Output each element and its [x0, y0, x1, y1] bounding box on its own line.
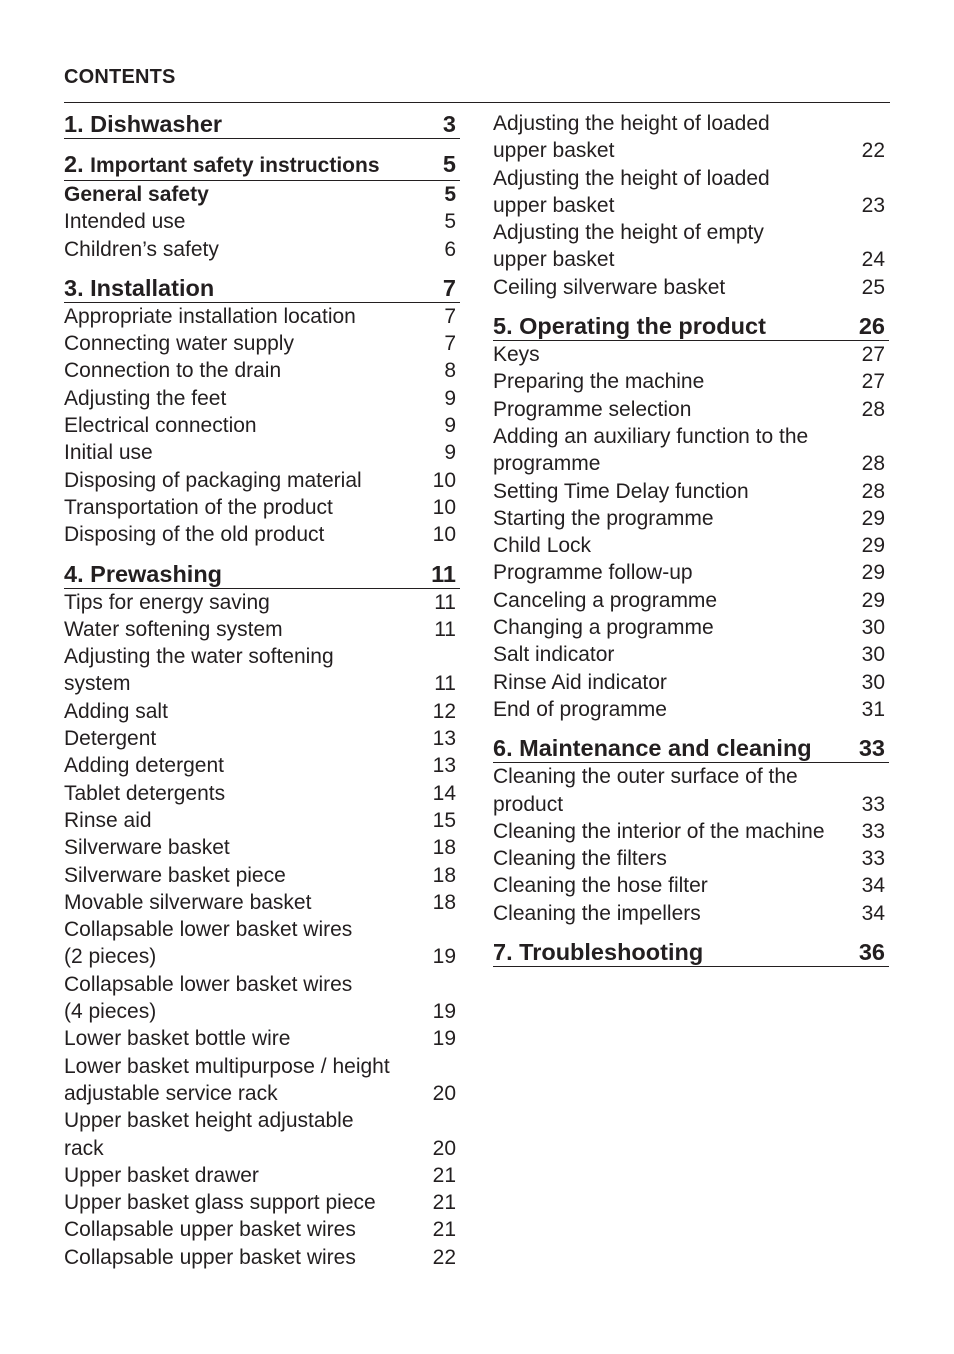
toc-entry[interactable] — [493, 845, 889, 872]
toc-entry-label: Electrical connection — [64, 414, 257, 438]
toc-entry-label: Silverware basket piece — [64, 863, 286, 887]
toc-entry-page-number: 29 — [861, 506, 885, 530]
toc-entry-label: Programme follow-up — [493, 561, 693, 585]
toc-entry-label-line: upper basket — [493, 139, 615, 163]
toc-entry[interactable] — [64, 807, 460, 834]
toc-entry[interactable] — [64, 467, 460, 494]
toc-entry-label: Salt indicator — [493, 643, 615, 667]
toc-entry[interactable] — [493, 532, 889, 559]
section-heading[interactable] — [493, 734, 889, 763]
toc-entry-page-number: 9 — [444, 441, 456, 465]
toc-entry-page-number: 23 — [861, 193, 885, 217]
toc-entry-page-number: 12 — [432, 699, 456, 723]
toc-entry[interactable] — [64, 1107, 460, 1162]
toc-entry-label: Upper basket glass support piece — [64, 1191, 376, 1215]
toc-entry-page-number: 29 — [861, 588, 885, 612]
toc-entry-label-line: upper basket — [493, 248, 615, 272]
toc-entry[interactable] — [64, 725, 460, 752]
section-title: Operating the product — [519, 313, 766, 340]
toc-entry-label-line: product — [493, 792, 564, 816]
toc-entry-label — [493, 110, 845, 165]
toc-entry-label-line: Adjusting the height of empty — [493, 221, 764, 245]
toc-entry-page-number: 11 — [434, 590, 456, 614]
toc-entry-label: End of programme — [493, 697, 667, 721]
section-page-number: 5 — [442, 151, 456, 177]
toc-entry[interactable] — [64, 616, 460, 643]
toc-entry[interactable] — [64, 916, 460, 971]
toc-entry[interactable] — [64, 521, 460, 548]
toc-entry-page-number: 18 — [432, 863, 456, 887]
section-heading[interactable] — [64, 110, 460, 139]
section-number: 3. — [64, 274, 84, 301]
toc-section — [64, 274, 460, 549]
toc-entry-page-number: 19 — [432, 1000, 456, 1024]
toc-entry[interactable] — [493, 900, 889, 927]
toc-entry-label-line: Adjusting the height of loaded — [493, 112, 770, 135]
toc-section — [493, 938, 889, 967]
section-title: Installation — [90, 274, 215, 301]
toc-entry[interactable] — [493, 110, 889, 165]
toc-entry[interactable] — [493, 641, 889, 668]
toc-entry-label — [64, 916, 416, 971]
toc-entry[interactable] — [64, 589, 460, 616]
toc-entry[interactable] — [493, 396, 889, 423]
toc-entry-label-line: Cleaning the outer surface of the — [493, 765, 798, 789]
section-title: Dishwasher — [90, 111, 223, 137]
toc-entry-page-number: 27 — [861, 343, 885, 367]
toc-entry-label-line: adjustable service rack — [64, 1081, 278, 1105]
toc-entry-label — [493, 763, 845, 818]
toc-entry-label: Programme selection — [493, 397, 692, 421]
section-title: Prewashing — [90, 560, 223, 587]
section-number: 7. — [493, 939, 513, 966]
section-heading-label — [493, 312, 766, 340]
toc-entry[interactable] — [64, 1025, 460, 1052]
toc-entry-label-line: Adding an auxiliary function to the — [493, 424, 809, 448]
toc-entry-label: Preparing the machine — [493, 370, 705, 394]
toc-entry-page-number: 14 — [432, 781, 456, 805]
toc-entry[interactable] — [64, 236, 460, 263]
toc-entry-label: Cleaning the hose filter — [493, 874, 708, 898]
toc-entry-label-line: Collapsable lower basket wires — [64, 972, 353, 996]
toc-entry-page-number: 10 — [432, 468, 456, 492]
section-number: 6. — [493, 735, 513, 762]
toc-entry[interactable] — [64, 889, 460, 916]
toc-entry-label: Connecting water supply — [64, 332, 294, 356]
toc-section — [64, 110, 460, 139]
section-heading-label — [493, 938, 703, 966]
toc-entry-label: Collapsable upper basket wires — [64, 1218, 356, 1242]
toc-entry-label: Silverware basket — [64, 836, 230, 860]
toc-entry-page-number: 30 — [861, 643, 885, 667]
toc-entry-label-line: upper basket — [493, 193, 615, 217]
toc-entry-label: Lower basket bottle wire — [64, 1027, 291, 1051]
section-page-number: 11 — [431, 560, 456, 587]
toc-entry-label: Upper basket drawer — [64, 1163, 259, 1187]
section-heading[interactable] — [493, 938, 889, 967]
toc-entry[interactable] — [493, 763, 889, 818]
toc-entry-label: Adding detergent — [64, 754, 224, 778]
toc-entry[interactable] — [493, 165, 889, 220]
toc-entry[interactable] — [493, 341, 889, 368]
toc-entry[interactable] — [493, 478, 889, 505]
toc-section — [493, 110, 889, 301]
toc-entry-page-number: 9 — [444, 414, 456, 438]
toc-entry-page-number: 5 — [444, 183, 456, 206]
toc-entry-label: Children’s safety — [64, 237, 219, 261]
toc-entry-label: Connection to the drain — [64, 359, 282, 383]
toc-entry-page-number: 20 — [432, 1136, 456, 1160]
toc-entry-page-number: 34 — [861, 874, 885, 898]
toc-entry-page-number: 24 — [861, 248, 885, 272]
toc-entry-label-line: (4 pieces) — [64, 1000, 157, 1024]
toc-entry-label: Water softening system — [64, 617, 283, 641]
toc-entry-label: Child Lock — [493, 534, 592, 558]
toc-entry-page-number: 6 — [444, 237, 456, 261]
toc-entry[interactable] — [64, 412, 460, 439]
toc-entry-page-number: 7 — [444, 332, 456, 356]
toc-entry-label: Adding salt — [64, 699, 168, 723]
section-title: Maintenance and cleaning — [519, 735, 812, 762]
toc-entry-label — [64, 1053, 416, 1108]
toc-entry-label — [493, 219, 845, 274]
toc-entry-label: Tablet detergents — [64, 781, 226, 805]
section-title: Troubleshooting — [519, 939, 704, 966]
toc-entry-page-number: 10 — [432, 495, 456, 519]
toc-entry-page-number: 11 — [434, 617, 456, 641]
toc-entry-label: Appropriate installation location — [64, 304, 356, 328]
toc-entry-page-number: 5 — [444, 210, 456, 234]
toc-entry[interactable] — [493, 872, 889, 899]
toc-entry-page-number: 22 — [861, 139, 885, 163]
toc-entry[interactable] — [64, 834, 460, 861]
toc-entry-label: Intended use — [64, 210, 186, 234]
toc-entry-label: Adjusting the feet — [64, 386, 227, 410]
toc-entry-label-line: Upper basket height adjustable — [64, 1109, 354, 1133]
toc-entry-page-number: 28 — [861, 452, 885, 476]
toc-entry-label: General safety — [64, 183, 209, 206]
section-page-number: 3 — [442, 111, 456, 137]
toc-entry-label: Tips for energy saving — [64, 590, 270, 614]
toc-entry[interactable] — [64, 752, 460, 779]
toc-entry-label-line: Adjusting the water softening — [64, 645, 334, 669]
section-number: 5. — [493, 313, 513, 340]
toc-entry[interactable] — [493, 423, 889, 478]
section-heading-label — [64, 110, 222, 138]
toc-section — [64, 560, 460, 1271]
toc-entry-label — [64, 643, 416, 698]
toc-entry[interactable] — [64, 181, 460, 208]
toc-entry[interactable] — [64, 303, 460, 330]
toc-entry[interactable] — [64, 1244, 460, 1271]
toc-entry-label — [493, 423, 845, 478]
section-number: 4. — [64, 560, 84, 587]
toc-entry-label-line: Collapsable lower basket wires — [64, 918, 353, 942]
toc-entry-label-line: system — [64, 672, 131, 696]
toc-entry-label: Detergent — [64, 727, 157, 751]
toc-entry-page-number: 19 — [432, 945, 456, 969]
header-divider — [64, 102, 890, 103]
section-page-number: 26 — [858, 313, 885, 340]
toc-left-column — [64, 110, 460, 1282]
toc-right-column — [493, 110, 889, 978]
contents-title: CONTENTS — [64, 66, 176, 88]
toc-entry-page-number: 21 — [432, 1218, 456, 1242]
section-number: 2. — [64, 151, 84, 177]
toc-entry-page-number: 28 — [861, 479, 885, 503]
section-heading-label — [493, 734, 812, 762]
toc-entry-label — [493, 165, 845, 220]
toc-entry-label: Initial use — [64, 441, 153, 465]
toc-entry[interactable] — [493, 587, 889, 614]
toc-entry-page-number: 10 — [432, 523, 456, 547]
section-heading[interactable] — [64, 150, 460, 181]
toc-entry-page-number: 7 — [444, 304, 456, 328]
toc-entry-label-line: Adjusting the height of loaded — [493, 166, 770, 190]
toc-section — [493, 734, 889, 927]
toc-entry-label: Disposing of packaging material — [64, 468, 362, 492]
toc-entry-page-number: 13 — [432, 754, 456, 778]
section-number: 1. — [64, 111, 84, 137]
toc-entry[interactable] — [493, 559, 889, 586]
toc-entry-label: Ceiling silverware basket — [493, 275, 726, 299]
toc-entry-label: Transportation of the product — [64, 495, 333, 519]
toc-entry[interactable] — [64, 1162, 460, 1189]
toc-entry[interactable] — [64, 385, 460, 412]
section-title: Important safety instructions — [90, 154, 380, 177]
toc-entry[interactable] — [493, 818, 889, 845]
toc-entry-page-number: 31 — [861, 697, 885, 721]
toc-entry[interactable] — [493, 219, 889, 274]
toc-entry[interactable] — [64, 862, 460, 889]
toc-entry-label: Cleaning the filters — [493, 847, 667, 871]
toc-entry-page-number: 33 — [861, 819, 885, 843]
toc-entry[interactable] — [493, 274, 889, 301]
toc-entry-page-number: 20 — [432, 1081, 456, 1105]
toc-entry-page-number: 15 — [432, 808, 456, 832]
section-heading[interactable] — [64, 560, 460, 589]
toc-entry-page-number: 34 — [861, 901, 885, 925]
toc-entry-label — [64, 971, 416, 1026]
toc-entry-label: Disposing of the old product — [64, 523, 325, 547]
section-heading[interactable] — [64, 274, 460, 303]
toc-entry-label-line: (2 pieces) — [64, 945, 157, 969]
toc-entry-page-number: 11 — [434, 672, 456, 696]
toc-entry-label: Rinse Aid indicator — [493, 670, 667, 694]
toc-section — [493, 312, 889, 723]
toc-entry-page-number: 22 — [432, 1245, 456, 1269]
toc-entry-page-number: 21 — [432, 1191, 456, 1215]
toc-entry[interactable] — [64, 1053, 460, 1108]
toc-entry-page-number: 8 — [444, 359, 456, 383]
toc-entry[interactable] — [64, 698, 460, 725]
toc-entry-page-number: 13 — [432, 727, 456, 751]
toc-entry-page-number: 29 — [861, 534, 885, 558]
toc-entry-page-number: 21 — [432, 1163, 456, 1187]
toc-entry-page-number: 18 — [432, 836, 456, 860]
section-heading[interactable] — [493, 312, 889, 341]
toc-entry-page-number: 9 — [444, 386, 456, 410]
section-heading-label — [64, 150, 380, 180]
toc-entry[interactable] — [64, 780, 460, 807]
toc-entry-page-number: 18 — [432, 890, 456, 914]
toc-entry[interactable] — [64, 208, 460, 235]
toc-entry-label: Canceling a programme — [493, 588, 718, 612]
toc-entry-page-number: 29 — [861, 561, 885, 585]
section-page-number: 7 — [442, 274, 456, 301]
section-page-number: 33 — [858, 735, 885, 762]
toc-entry-label: Setting Time Delay function — [493, 479, 749, 503]
toc-entry-label — [64, 1107, 416, 1162]
section-heading-label — [64, 274, 214, 302]
toc-section — [64, 150, 460, 263]
toc-entry-page-number: 27 — [861, 370, 885, 394]
toc-entry[interactable] — [64, 1189, 460, 1216]
toc-entry[interactable] — [64, 1216, 460, 1243]
section-heading-label — [64, 560, 222, 588]
toc-entry-page-number: 19 — [432, 1027, 456, 1051]
toc-entry[interactable] — [64, 330, 460, 357]
toc-entry[interactable] — [493, 614, 889, 641]
toc-entry-label: Movable silverware basket — [64, 890, 312, 914]
toc-entry[interactable] — [64, 971, 460, 1026]
toc-entry[interactable] — [64, 357, 460, 384]
toc-entry-label: Cleaning the interior of the machine — [493, 819, 825, 843]
toc-entry-page-number: 30 — [861, 670, 885, 694]
section-page-number: 36 — [858, 939, 885, 966]
toc-entry-label: Cleaning the impellers — [493, 901, 701, 925]
toc-entry-label: Changing a programme — [493, 616, 714, 640]
toc-entry-page-number: 33 — [861, 847, 885, 871]
toc-entry-label: Collapsable upper basket wires — [64, 1245, 356, 1269]
toc-entry[interactable] — [64, 494, 460, 521]
toc-entry-label: Rinse aid — [64, 808, 152, 832]
toc-entry-page-number: 33 — [861, 792, 885, 816]
toc-entry[interactable] — [493, 368, 889, 395]
toc-entry-page-number: 25 — [861, 275, 885, 299]
toc-entry[interactable] — [493, 669, 889, 696]
toc-entry-label: Starting the programme — [493, 506, 714, 530]
toc-entry[interactable] — [493, 505, 889, 532]
toc-entry-label: Keys — [493, 343, 540, 367]
toc-entry-label-line: programme — [493, 452, 601, 476]
toc-entry[interactable] — [64, 643, 460, 698]
toc-entry-label-line: Lower basket multipurpose / height — [64, 1054, 390, 1078]
toc-entry[interactable] — [493, 696, 889, 723]
toc-entry-page-number: 30 — [861, 616, 885, 640]
toc-entry[interactable] — [64, 439, 460, 466]
toc-entry-page-number: 28 — [861, 397, 885, 421]
toc-entry-label-line: rack — [64, 1136, 104, 1160]
